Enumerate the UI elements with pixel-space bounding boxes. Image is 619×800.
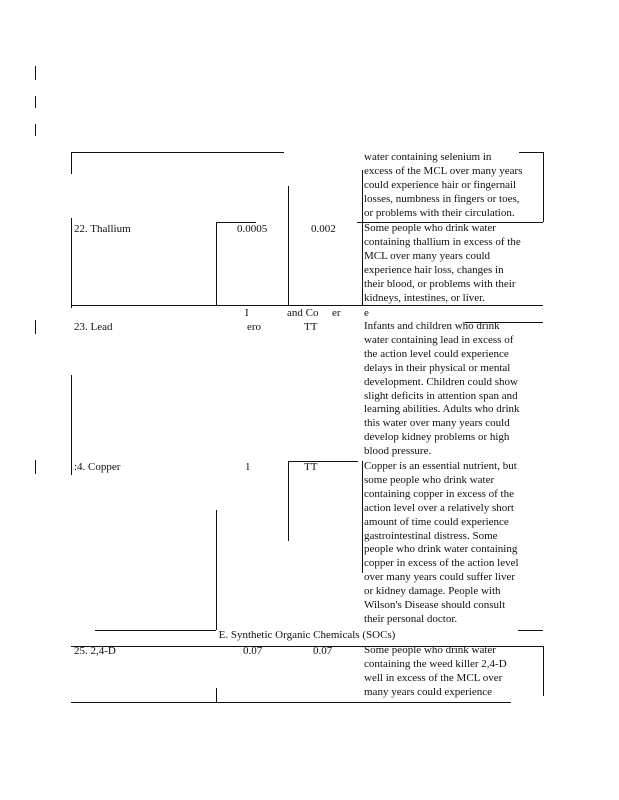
thallium-description [364,222,544,305]
margin-mark [35,124,36,136]
text-line: copper in excess of the action level [364,557,519,570]
text-line: or kidney damage. People with [364,585,501,598]
text-line: their personal doctor. [364,612,458,625]
section-heading-fragment: er [332,307,341,319]
table-border [71,702,511,703]
text-line: containing copper in excess of the [364,487,514,500]
mcl-value: TT [304,321,318,333]
text-line: amount of time could experience [364,515,509,528]
section-heading-fragment: and Co [287,307,319,319]
margin-mark [35,66,36,80]
text-line: develop kidney problems or high [364,431,510,444]
text-line: people who drink water containing [364,543,518,556]
text-line: kidneys, intestines, or liver. [364,291,485,304]
margin-mark [35,96,36,108]
selenium-description [364,151,544,221]
table-border [71,152,284,153]
contaminant-name: 23. Lead [74,321,113,333]
mcl-value: TT [304,461,318,473]
table-border [288,461,358,462]
table-border [362,170,363,222]
text-line: Copper is an essential nutrient, but [364,460,517,472]
text-line: MCL over many years could [364,249,491,262]
table-border [362,222,363,306]
text-line: water containing selenium in [364,151,492,163]
text-line: the action level could experience [364,347,509,360]
table-border [71,218,72,308]
text-line: their blood, or problems with their [364,277,516,290]
section-heading: E. Synthetic Organic Chemicals (SOCs) [218,629,396,641]
text-line: slight deficits in attention span and [364,389,518,402]
contaminant-name: :4. Copper [74,461,121,473]
copper-description [364,460,544,627]
contaminant-name: 25. 2,4-D [74,645,116,657]
text-line: Some people who drink water [364,644,496,656]
text-line: over many years could suffer liver [364,571,515,584]
table-border [216,688,217,702]
mcl-value: 0.002 [311,223,336,235]
2-4-d-description [364,644,544,700]
mclg-value: ero [247,321,262,333]
section-heading-fragment: I [245,307,249,319]
mcl-value: 0.07 [313,645,333,657]
text-line: losses, numbness in fingers or toes, [364,192,520,205]
text-line: Infants and children who drink [364,320,500,332]
table-border [71,375,72,475]
text-line: action level over a relatively short [364,501,514,514]
text-line: Some people who drink water [364,222,496,234]
mclg-value: 0.07 [243,645,263,657]
text-line: learning abilities. Adults who drink [364,403,520,416]
table-border [288,461,289,541]
text-line: many years could experience [364,685,492,698]
table-border [216,222,217,306]
table-border [288,186,289,222]
text-line: gastrointestinal distress. Some [364,529,498,542]
lead-description [364,320,544,459]
text-line: water containing lead in excess of [364,333,514,346]
mclg-value: 1 [245,461,251,473]
table-border [71,152,72,174]
mclg-value: 0.0005 [237,223,268,235]
text-line: some people who drink water [364,473,495,486]
text-line: experience hair loss, changes in [364,263,504,276]
text-line: Wilson's Disease should consult [364,599,506,612]
table-border [288,222,289,306]
table-border [216,510,217,630]
text-line: well in excess of the MCL over [364,671,503,684]
text-line: blood pressure. [364,445,432,458]
text-line: excess of the MCL over many years [364,164,523,177]
table-border [362,461,363,573]
text-line: containing the weed killer 2,4-D [364,657,507,670]
text-line: could experience hair or fingernail [364,178,517,191]
text-line: or problems with their circulation. [364,206,515,219]
contaminant-name: 22. Thallium [74,223,131,235]
section-heading-fragment: e [364,307,369,319]
margin-mark [35,320,36,334]
text-line: this water over many years could [364,417,510,430]
margin-mark [35,460,36,474]
text-line: containing thallium in excess of the [364,235,521,248]
text-line: delays in their physical or mental [364,361,511,374]
text-line: development. Children could show [364,375,518,388]
